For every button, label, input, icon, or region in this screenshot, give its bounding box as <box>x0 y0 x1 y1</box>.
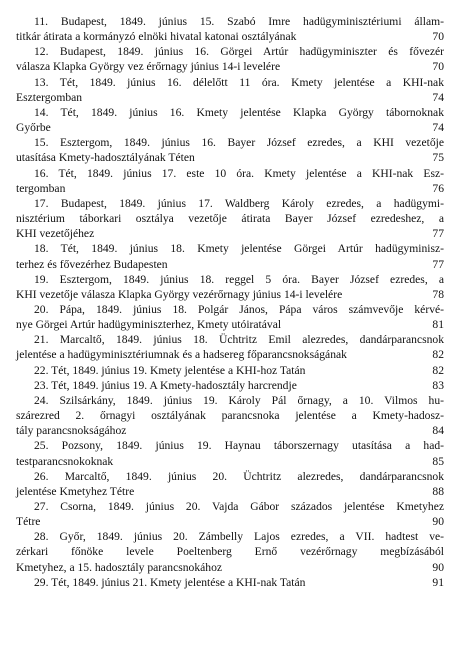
toc-entry-lastline <box>16 317 444 332</box>
toc-entry-line: nisztérium táborkari osztálya vezetője átirata Bayer József ezredeshez, a <box>16 212 444 226</box>
toc-entry <box>16 332 444 362</box>
toc-page-number: 90 <box>432 515 444 529</box>
toc-entry-text: jelentése Kmetyhez Tétre <box>16 484 135 498</box>
toc-page-number: 78 <box>432 287 444 301</box>
toc-entry <box>16 135 444 165</box>
toc-page-number: 74 <box>432 90 444 104</box>
toc-entry <box>16 272 444 302</box>
toc-entry-text: utasítása Kmety-hadosztályának Téten <box>16 151 195 165</box>
toc-entry-line: 20. Pápa, 1849. június 18. Polgár János, Pápa város számvevője kérvé- <box>34 302 444 316</box>
toc-entry-line: 19. Esztergom, 1849. június 18. reggel 5 óra. Bayer József ezredes, a <box>34 272 444 286</box>
toc-entry-line: 27. Csorna, 1849. június 20. Vajda Gábor százados jelentése Kmetyhez <box>34 500 444 513</box>
toc-entry-lastline <box>16 257 444 272</box>
toc-page-number: 90 <box>432 560 444 574</box>
toc-entry-lastline <box>16 423 444 438</box>
toc-entry-text: 29. Tét, 1849. június 21. Kmety jelentése a KHI-nak Tatán <box>34 575 306 589</box>
toc-entry <box>16 529 444 574</box>
toc-entry-text: 22. Tét, 1849. június 19. Kmety jelentése a KHI-hoz Tatán <box>34 363 306 377</box>
toc-entry <box>16 378 444 393</box>
table-of-contents <box>16 14 444 590</box>
toc-entry-lastline <box>16 454 444 469</box>
toc-entry-lastline <box>16 287 444 302</box>
toc-entry-text: KHI vezetőjéhez <box>16 227 95 241</box>
toc-entry <box>16 44 444 74</box>
toc-entry <box>16 393 444 438</box>
toc-entry-text: Győrbe <box>16 121 51 135</box>
toc-entry-line: zérkari főnöke levele Poeltenberg Ernő vezérőrnagy megbízásából <box>16 545 444 559</box>
toc-entry <box>16 302 444 332</box>
toc-entry-lastline <box>16 514 444 529</box>
toc-entry <box>16 363 444 378</box>
toc-page-number: 77 <box>432 227 444 241</box>
toc-entry-lastline <box>16 484 444 499</box>
toc-page-number: 77 <box>432 257 444 271</box>
toc-entry-text: Esztergomban <box>16 90 83 104</box>
toc-page-number: 81 <box>432 318 444 332</box>
toc-page-number: 83 <box>432 378 444 392</box>
toc-entry-text: KHI vezetője válasza Klapka György vezérőrnagy június 14-i levelére <box>16 287 343 301</box>
toc-entry-line: 16. Tét, 1849. június 17. este 10 óra. Kmety jelentése a KHI-nak Esz- <box>34 166 444 180</box>
toc-page-number: 70 <box>432 60 444 74</box>
toc-entry <box>16 196 444 241</box>
toc-entry-lastline <box>16 560 444 575</box>
toc-entry <box>16 75 444 105</box>
toc-page-number: 82 <box>432 363 444 377</box>
toc-entry-line: 13. Tét, 1849. június 16. délelőtt 11 óra. Kmety jelentése a KHI-nak <box>34 75 444 89</box>
toc-entry <box>16 575 444 590</box>
toc-entry-lastline <box>16 181 444 196</box>
toc-entry-lastline <box>16 575 444 590</box>
toc-entry-line: 24. Szilsárkány, 1849. június 19. Károly Pál őrnagy, a 10. Vilmos hu- <box>34 393 444 407</box>
toc-entry-line: 26. Marcaltő, 1849. június 20. Üchtritz alezredes, dandárparancsnok <box>34 469 444 483</box>
toc-entry-text: nye Görgei Artúr hadügyminiszterhez, Kmety utóiratával <box>16 318 282 332</box>
toc-entry-line: 21. Marcaltő, 1849. június 18. Üchtritz Emil alezredes, dandárparancsnok <box>34 333 444 347</box>
toc-entry-text: Tétre <box>16 515 41 529</box>
toc-entry-lastline <box>16 378 444 393</box>
toc-entry-text: 23. Tét, 1849. június 19. A Kmety-hadosztály harcrendje <box>34 378 297 392</box>
toc-entry-line: 28. Győr, 1849. június 20. Zámbelly Lajos ezredes, a VII. hadtest ve- <box>34 530 444 544</box>
toc-entry-line: 18. Tét, 1849. június 18. Kmety jelentése Görgei Artúr hadügyminisz- <box>34 242 444 256</box>
toc-page-number: 74 <box>432 121 444 135</box>
toc-entry-line: 11. Budapest, 1849. június 15. Szabó Imre hadügyminisztériumi állam- <box>34 15 444 28</box>
toc-entry-lastline <box>16 59 444 74</box>
toc-entry-text: tergomban <box>16 181 66 195</box>
toc-entry-lastline <box>16 150 444 165</box>
toc-entry-text: válasza Klapka György vez érőrnagy június 14-i levelére <box>16 60 281 74</box>
toc-entry <box>16 166 444 196</box>
toc-entry-line: 25. Pozsony, 1849. június 19. Haynau táborszernagy utasítása a had- <box>34 439 444 453</box>
toc-entry-text: testparancsnokoknak <box>16 454 114 468</box>
toc-page-number: 88 <box>432 484 444 498</box>
toc-entry-lastline <box>16 347 444 362</box>
toc-page-number: 82 <box>432 348 444 362</box>
toc-entry-lastline <box>16 90 444 105</box>
toc-entry-line: 17. Budapest, 1849. június 17. Waldberg Károly ezredes, a hadügymi- <box>34 196 444 210</box>
toc-page-number: 70 <box>432 30 444 44</box>
toc-entry-text: terhez és fővezérhez Budapesten <box>16 257 168 271</box>
toc-entry-line: 14. Tét, 1849. június 16. Kmety jelentése Klapka György tábornoknak <box>34 105 444 119</box>
toc-entry-lastline <box>16 226 444 241</box>
toc-entry <box>16 105 444 135</box>
toc-entry-text: jelentése a hadügyminisztériumnak és a hadsereg főparancsnokságának <box>16 348 347 362</box>
toc-entry <box>16 469 444 499</box>
toc-entry-text: titkár átirata a kormányzó elnöki hivatal katonai osztályának <box>16 30 297 44</box>
toc-entry-line: szárezred 2. őrnagyi osztályának parancsnoka jelentése a Kmety-hadosz- <box>16 409 444 423</box>
toc-entry <box>16 14 444 44</box>
toc-page-number: 91 <box>432 575 444 589</box>
toc-entry <box>16 438 444 468</box>
toc-entry <box>16 499 444 529</box>
toc-entry-line: 12. Budapest, 1849. június 16. Görgei Artúr hadügyminiszter és fővezér <box>34 45 444 59</box>
toc-page-number: 75 <box>432 151 444 165</box>
toc-page-number: 84 <box>432 424 444 438</box>
toc-page-number: 76 <box>432 181 444 195</box>
toc-page-number: 85 <box>432 454 444 468</box>
toc-entry-lastline <box>16 29 444 44</box>
toc-entry-lastline <box>16 120 444 135</box>
toc-entry <box>16 241 444 271</box>
toc-entry-line: 15. Esztergom, 1849. június 16. Bayer József ezredes, a KHI vezetője <box>34 136 444 150</box>
toc-entry-lastline <box>16 363 444 378</box>
toc-entry-text: Kmetyhez, a 15. hadosztály parancsnokához <box>16 560 223 574</box>
toc-entry-text: tály parancsnokságához <box>16 424 127 438</box>
